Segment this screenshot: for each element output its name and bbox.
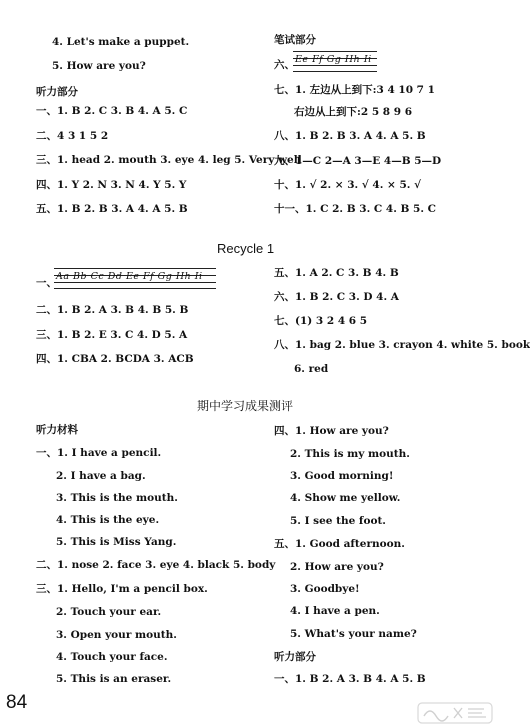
answer-line: 6. red bbox=[294, 363, 329, 375]
answer-line: 十一、1. C 2. B 3. C 4. B 5. C bbox=[274, 203, 437, 215]
answer-line: 2. I have a bag. bbox=[56, 470, 146, 482]
answer-line: 4. I have a pen. bbox=[290, 605, 380, 617]
answer-line: 4. Show me yellow. bbox=[290, 492, 401, 504]
answer-line: 八、1. bag 2. blue 3. crayon 4. white 5. book bbox=[274, 339, 530, 351]
answer-line: 3. Good morning! bbox=[290, 470, 394, 482]
answer-line: 五、1. A 2. C 3. B 4. B bbox=[274, 267, 399, 279]
answer-line: 八、1. B 2. B 3. A 4. A 5. B bbox=[274, 130, 426, 142]
answer-line: 二、1. nose 2. face 3. eye 4. black 5. body bbox=[36, 559, 276, 571]
letter-writing: Ee Ff Gg Hh Ii bbox=[295, 54, 372, 65]
section-title: Recycle 1 bbox=[217, 241, 275, 256]
answer-line: 六、1. B 2. C 3. D 4. A bbox=[274, 291, 399, 303]
answer-line: 三、1. Hello, I'm a pencil box. bbox=[36, 583, 208, 595]
handwriting-lines bbox=[54, 268, 216, 289]
answer-line: 九、1—C 2—A 3—E 4—B 5—D bbox=[274, 155, 442, 167]
answer-line: 5. How are you? bbox=[52, 60, 146, 72]
answer-line: 五、1. B 2. B 3. A 4. A 5. B bbox=[36, 203, 188, 215]
answer-line: 四、1. Y 2. N 3. N 4. Y 5. Y bbox=[36, 179, 187, 191]
answer-line: 5. I see the foot. bbox=[290, 515, 386, 527]
answer-line: 5. What's your name? bbox=[290, 628, 417, 640]
answer-line: 七、(1) 3 2 4 6 5 bbox=[274, 315, 368, 327]
answer-line: 2. This is my mouth. bbox=[290, 448, 410, 460]
answer-line: 一、1. B 2. A 3. B 4. A 5. B bbox=[274, 673, 426, 685]
answer-line: 十、1. √ 2. × 3. √ 4. × 5. √ bbox=[274, 179, 422, 191]
answer-prefix: 一、 bbox=[36, 277, 57, 289]
answer-line: 3. Open your mouth. bbox=[56, 629, 177, 641]
answer-line: 5. This is an eraser. bbox=[56, 673, 172, 685]
answer-line: 4. Let's make a puppet. bbox=[52, 36, 190, 48]
page-number: 84 bbox=[6, 692, 28, 713]
answer-line: 一、1. B 2. C 3. B 4. A 5. C bbox=[36, 105, 188, 117]
section-title: 期中学习成果测评 bbox=[197, 399, 294, 413]
answer-line: 4. Touch your face. bbox=[56, 651, 168, 663]
answer-line: 4. This is the eye. bbox=[56, 514, 160, 526]
section-heading: 笔试部分 bbox=[274, 34, 316, 46]
answer-line: 2. Touch your ear. bbox=[56, 606, 162, 618]
answer-line: 四、1. CBA 2. BCDA 3. ACB bbox=[36, 353, 194, 365]
answer-line: 一、1. I have a pencil. bbox=[36, 447, 162, 459]
answer-line: 四、1. How are you? bbox=[274, 425, 389, 437]
answer-line: 七、1. 左边从上到下:3 4 10 7 1 bbox=[274, 84, 435, 96]
answer-line: 二、1. B 2. A 3. B 4. B 5. B bbox=[36, 304, 189, 316]
handwriting-lines bbox=[293, 51, 377, 72]
section-heading: 听力材料 bbox=[36, 424, 78, 436]
answer-line: 五、1. Good afternoon. bbox=[274, 538, 405, 550]
answer-prefix: 六、 bbox=[274, 59, 295, 71]
answer-line: 二、4 3 1 5 2 bbox=[36, 130, 109, 142]
answer-line: 3. Goodbye! bbox=[290, 583, 360, 595]
answer-line: 5. This is Miss Yang. bbox=[56, 536, 177, 548]
letter-writing: Aa Bb Cc Dd Ee Ff Gg Hh Ii bbox=[56, 271, 203, 282]
answer-line: 右边从上到下:2 5 8 9 6 bbox=[294, 106, 413, 118]
answer-line: 三、1. B 2. E 3. C 4. D 5. A bbox=[36, 329, 188, 341]
watermark-logo-icon bbox=[416, 700, 494, 726]
answer-line: 三、1. head 2. mouth 3. eye 4. leg 5. Very well bbox=[36, 154, 302, 166]
answer-line: 3. This is the mouth. bbox=[56, 492, 178, 504]
answer-line: 2. How are you? bbox=[290, 561, 384, 573]
section-heading: 听力部分 bbox=[274, 651, 316, 663]
section-heading: 听力部分 bbox=[36, 86, 78, 98]
